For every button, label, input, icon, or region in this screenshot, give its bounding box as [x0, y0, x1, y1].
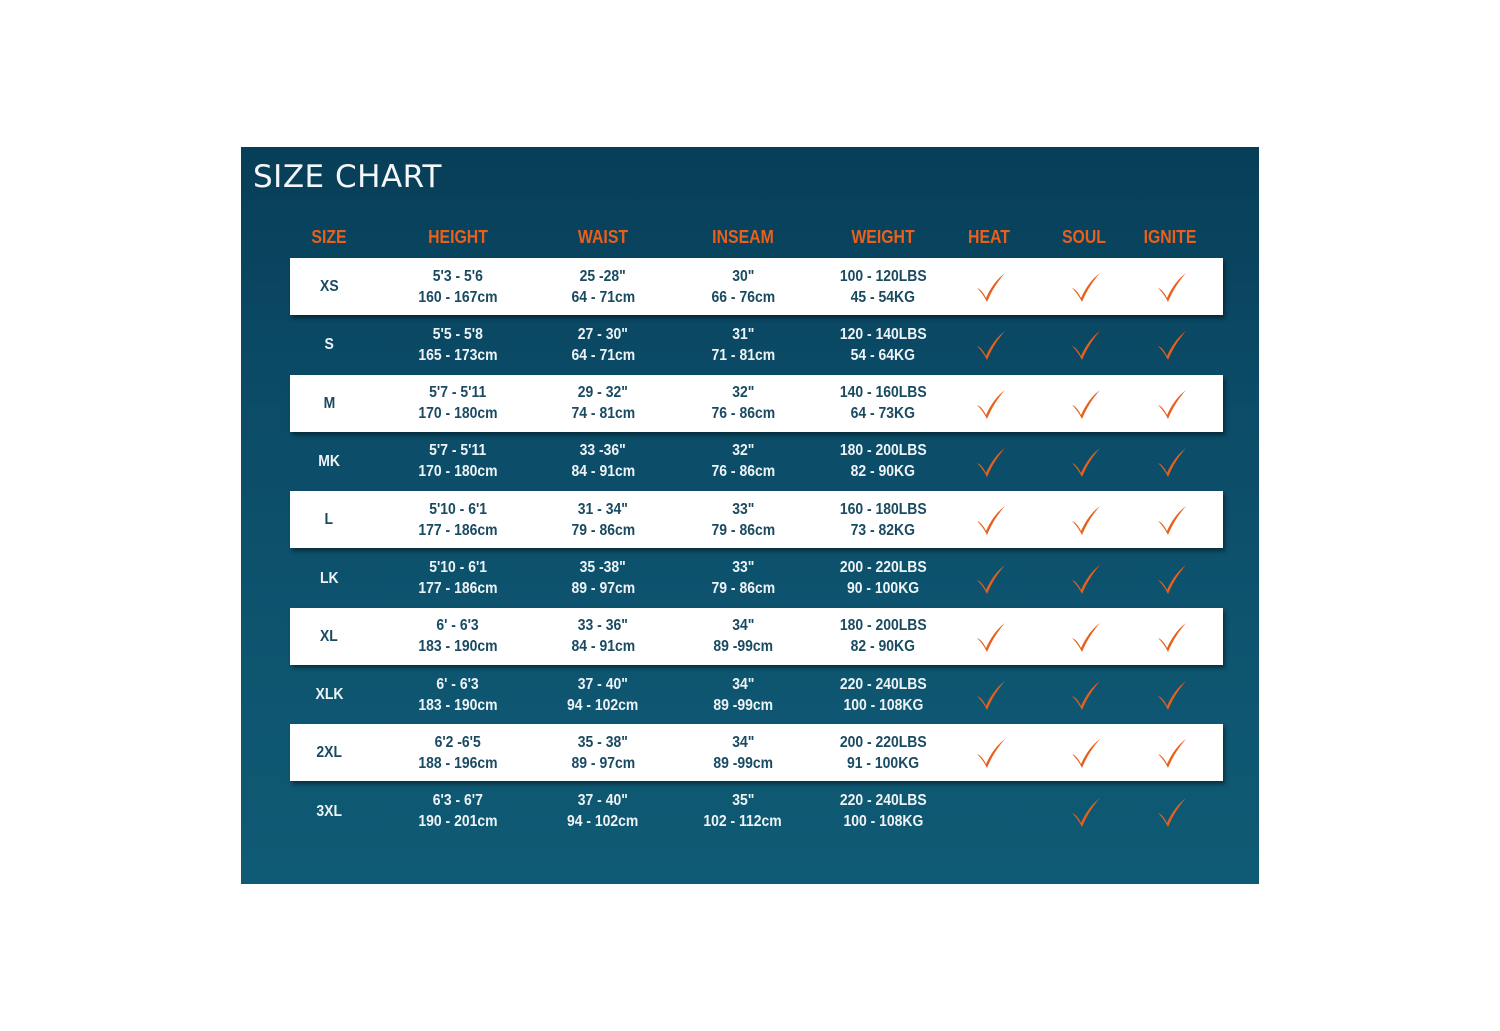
checkmark-icon — [1155, 795, 1189, 829]
cell-waist — [528, 724, 678, 781]
cell-height — [383, 433, 533, 490]
cell-line: 89 -99cm — [713, 696, 773, 714]
table-row — [290, 783, 1223, 840]
checkmark-icon — [974, 270, 1008, 304]
cell-line: 37 - 40" — [577, 792, 629, 810]
column-header-height: HEIGHT — [428, 227, 488, 247]
cell-line: 89 - 97cm — [571, 580, 635, 597]
cell-line: 64 - 71cm — [571, 288, 635, 306]
cell-line: 100 - 120LBS — [839, 267, 927, 285]
cell-size — [289, 724, 369, 781]
cell-line: 74 - 81cm — [571, 405, 635, 423]
cell-height — [383, 724, 533, 781]
cell-line: 76 - 86cm — [711, 405, 775, 423]
checkmark-icon — [1069, 795, 1103, 829]
table-row — [290, 258, 1223, 315]
cell-line: 6'2 -6'5 — [434, 733, 482, 751]
cell-weight — [803, 724, 963, 781]
checkmark-icon — [974, 445, 1008, 479]
cell-line: 35 - 38" — [577, 733, 629, 751]
cell-waist — [528, 783, 678, 840]
cell-height — [383, 666, 533, 723]
size-chart-panel — [241, 147, 1259, 884]
cell-height — [383, 375, 533, 432]
cell-height — [383, 608, 533, 665]
cell-waist — [528, 433, 678, 490]
cell-line: 220 - 240LBS — [839, 792, 927, 810]
cell-line: 25 -28" — [579, 267, 627, 285]
size-label: S — [324, 336, 334, 354]
cell-line: 82 - 90KG — [850, 463, 916, 481]
cell-line: 5'5 - 5'8 — [432, 325, 484, 343]
cell-line: 94 - 102cm — [567, 696, 639, 714]
cell-line: 6'3 - 6'7 — [432, 792, 484, 810]
cell-weight — [803, 550, 963, 607]
table-row — [290, 433, 1223, 490]
size-label: L — [324, 511, 334, 529]
size-label: 3XL — [316, 802, 342, 820]
cell-line: 160 - 180LBS — [839, 500, 927, 518]
cell-line: 64 - 71cm — [571, 346, 635, 364]
checkmark-icon — [1069, 328, 1103, 362]
cell-line: 84 - 91cm — [571, 463, 635, 481]
cell-line: 200 - 220LBS — [839, 733, 927, 751]
cell-line: 79 - 86cm — [711, 521, 775, 539]
column-header-inseam: INSEAM — [712, 227, 774, 247]
checkmark-icon — [1155, 328, 1189, 362]
cell-height — [383, 491, 533, 548]
cell-inseam — [668, 666, 818, 723]
cell-line: 5'7 - 5'11 — [429, 442, 487, 460]
cell-size — [289, 491, 369, 548]
column-header-ignite: IGNITE — [1143, 227, 1197, 247]
cell-waist — [528, 491, 678, 548]
cell-size — [289, 550, 369, 607]
table-row — [290, 316, 1223, 373]
cell-inseam — [668, 724, 818, 781]
cell-line: 34" — [731, 675, 755, 693]
cell-line: 183 - 190cm — [418, 696, 498, 714]
checkmark-icon — [1069, 736, 1103, 770]
checkmark-icon — [1069, 270, 1103, 304]
cell-line: 76 - 86cm — [711, 463, 775, 481]
checkmark-icon — [1069, 445, 1103, 479]
size-label: 2XL — [316, 744, 342, 762]
cell-line: 30" — [731, 267, 755, 285]
cell-line: 35" — [731, 792, 755, 810]
table-row — [290, 550, 1223, 607]
cell-inseam — [668, 550, 818, 607]
cell-line: 31" — [731, 325, 755, 343]
cell-size — [289, 375, 369, 432]
checkmark-icon — [1155, 562, 1189, 596]
cell-height — [383, 258, 533, 315]
cell-line: 90 - 100KG — [846, 580, 920, 597]
size-label: XL — [320, 627, 338, 645]
cell-line: 45 - 54KG — [850, 288, 916, 306]
cell-line: 31 - 34" — [577, 500, 629, 518]
cell-line: 165 - 173cm — [418, 346, 498, 364]
checkmark-icon — [1069, 503, 1103, 537]
cell-line: 5'3 - 5'6 — [432, 267, 484, 285]
cell-line: 6' - 6'3 — [436, 675, 480, 693]
cell-inseam — [668, 258, 818, 315]
checkmark-icon — [1155, 270, 1189, 304]
cell-line: 140 - 160LBS — [839, 384, 927, 402]
cell-line: 73 - 82KG — [850, 521, 916, 539]
checkmark-icon — [1069, 620, 1103, 654]
cell-line: 94 - 102cm — [567, 813, 639, 831]
cell-waist — [528, 608, 678, 665]
cell-weight — [803, 258, 963, 315]
page-title: SIZE CHART — [253, 159, 442, 195]
cell-weight — [803, 316, 963, 373]
cell-inseam — [668, 433, 818, 490]
cell-line: 34" — [731, 733, 755, 751]
cell-line: 180 - 200LBS — [839, 617, 927, 635]
cell-line: 79 - 86cm — [711, 580, 775, 597]
cell-line: 188 - 196cm — [418, 754, 498, 772]
cell-waist — [528, 666, 678, 723]
cell-line: 34" — [731, 617, 755, 635]
cell-size — [289, 783, 369, 840]
cell-line: 183 - 190cm — [418, 638, 498, 656]
cell-size — [289, 666, 369, 723]
checkmark-icon — [974, 620, 1008, 654]
cell-inseam — [668, 608, 818, 665]
cell-line: 32" — [731, 384, 755, 402]
cell-line: 79 - 86cm — [571, 521, 635, 539]
checkmark-icon — [974, 503, 1008, 537]
cell-line: 71 - 81cm — [711, 346, 775, 364]
checkmark-icon — [974, 562, 1008, 596]
checkmark-icon — [1069, 678, 1103, 712]
cell-line: 120 - 140LBS — [839, 325, 927, 343]
cell-weight — [803, 783, 963, 840]
cell-line: 91 - 100KG — [846, 754, 920, 772]
cell-weight — [803, 666, 963, 723]
cell-inseam — [668, 783, 818, 840]
cell-inseam — [668, 316, 818, 373]
cell-size — [289, 258, 369, 315]
cell-line: 180 - 200LBS — [839, 442, 927, 460]
table-row — [290, 608, 1223, 665]
size-label: M — [323, 394, 335, 412]
cell-size — [289, 608, 369, 665]
cell-weight — [803, 433, 963, 490]
checkmark-icon — [1155, 503, 1189, 537]
table-row — [290, 666, 1223, 723]
cell-line: 33" — [731, 500, 755, 518]
checkmark-icon — [1155, 678, 1189, 712]
cell-line: 82 - 90KG — [850, 638, 916, 656]
cell-line: 54 - 64KG — [850, 346, 916, 364]
cell-waist — [528, 375, 678, 432]
size-label: LK — [319, 569, 339, 587]
column-header-weight: WEIGHT — [851, 227, 915, 247]
checkmark-icon — [1069, 387, 1103, 421]
checkmark-icon — [1069, 562, 1103, 596]
size-label: XS — [319, 278, 339, 295]
checkmark-icon — [974, 736, 1008, 770]
cell-line: 177 - 186cm — [418, 521, 498, 539]
cell-line: 170 - 180cm — [418, 463, 498, 481]
cell-line: 220 - 240LBS — [839, 675, 927, 693]
cell-line: 100 - 108KG — [843, 696, 923, 714]
cell-line: 37 - 40" — [577, 675, 629, 693]
cell-line: 89 -99cm — [713, 638, 773, 656]
cell-line: 32" — [731, 442, 755, 460]
cell-height — [383, 783, 533, 840]
cell-line: 33 - 36" — [577, 617, 629, 635]
cell-line: 160 - 167cm — [418, 288, 498, 306]
cell-line: 170 - 180cm — [418, 405, 498, 423]
cell-line: 5'7 - 5'11 — [429, 384, 487, 402]
cell-line: 89 - 97cm — [571, 754, 635, 772]
cell-line: 64 - 73KG — [850, 405, 916, 423]
checkmark-icon — [1155, 387, 1189, 421]
cell-height — [383, 316, 533, 373]
cell-line: 5'10 - 6'1 — [429, 500, 487, 518]
table-row — [290, 491, 1223, 548]
column-header-size: SIZE — [311, 227, 347, 247]
cell-line: 27 - 30" — [577, 325, 629, 343]
cell-line: 102 - 112cm — [703, 813, 783, 831]
cell-line: 100 - 108KG — [843, 813, 923, 831]
cell-line: 177 - 186cm — [418, 580, 498, 597]
cell-height — [383, 550, 533, 607]
cell-line: 5'10 - 6'1 — [429, 559, 487, 576]
cell-size — [289, 316, 369, 373]
checkmark-icon — [974, 328, 1008, 362]
cell-weight — [803, 491, 963, 548]
cell-line: 35 -38" — [579, 559, 627, 576]
size-label: XLK — [315, 686, 343, 704]
cell-line: 84 - 91cm — [571, 638, 635, 656]
cell-line: 190 - 201cm — [418, 813, 498, 831]
checkmark-icon — [1155, 620, 1189, 654]
cell-line: 66 - 76cm — [711, 288, 775, 306]
checkmark-icon — [974, 387, 1008, 421]
column-header-waist: WAIST — [577, 227, 629, 247]
size-label: MK — [318, 452, 340, 470]
cell-inseam — [668, 491, 818, 548]
cell-line: 89 -99cm — [713, 754, 773, 772]
cell-waist — [528, 550, 678, 607]
table-row — [290, 724, 1223, 781]
cell-waist — [528, 258, 678, 315]
checkmark-icon — [1155, 736, 1189, 770]
cell-line: 6' - 6'3 — [436, 617, 480, 635]
cell-weight — [803, 608, 963, 665]
cell-line: 33 -36" — [579, 442, 627, 460]
checkmark-icon — [1155, 445, 1189, 479]
table-row — [290, 375, 1223, 432]
cell-line: 200 - 220LBS — [839, 559, 927, 576]
cell-line: 33" — [731, 559, 755, 576]
checkmark-icon — [974, 678, 1008, 712]
cell-size — [289, 433, 369, 490]
cell-waist — [528, 316, 678, 373]
cell-inseam — [668, 375, 818, 432]
column-header-soul: SOUL — [1061, 227, 1106, 247]
cell-weight — [803, 375, 963, 432]
cell-line: 29 - 32" — [577, 384, 629, 402]
column-header-heat: HEAT — [968, 227, 1010, 247]
